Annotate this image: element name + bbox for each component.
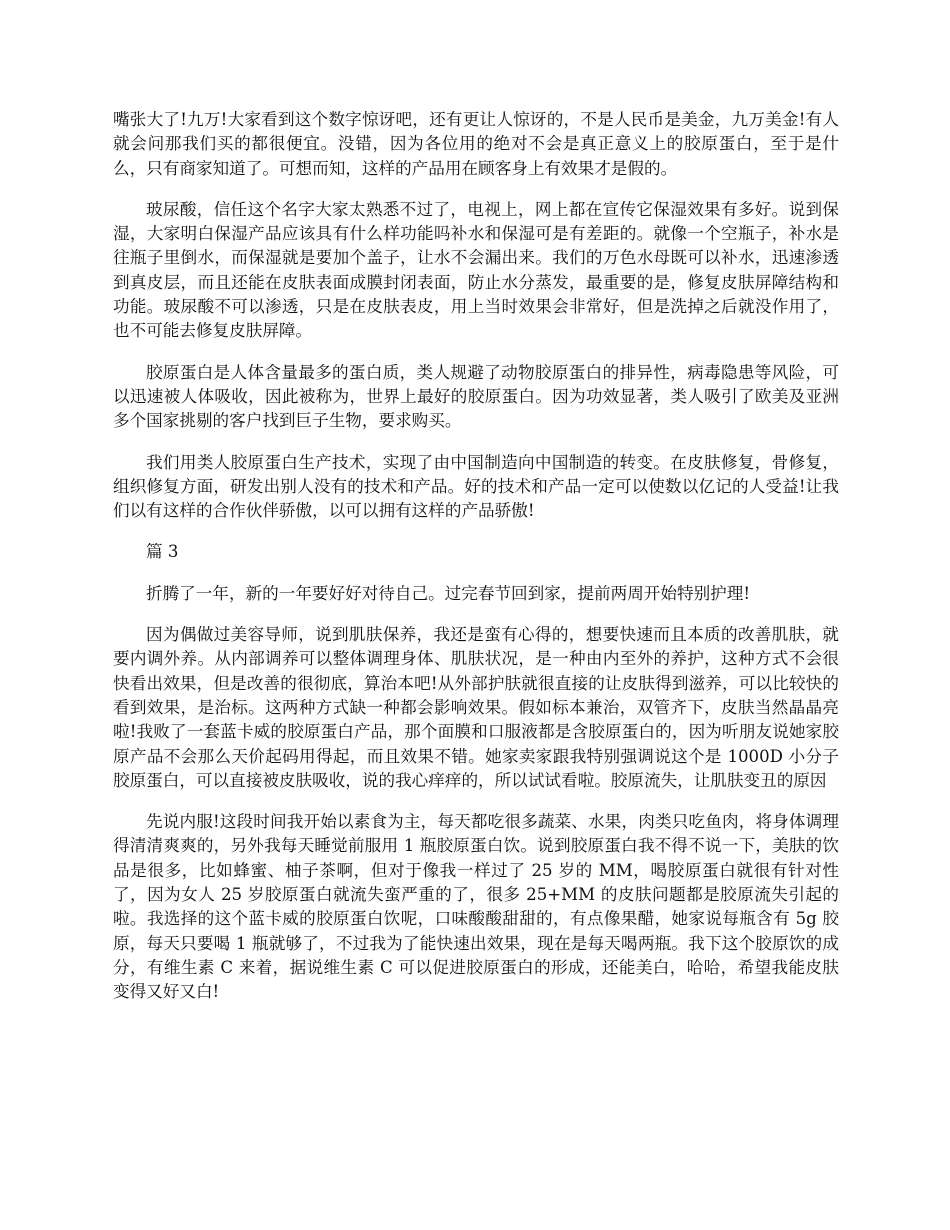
section-heading: 篇 3	[146, 542, 179, 562]
paragraph-3: 胶原蛋白是人体含量最多的蛋白质，类人规避了动物胶原蛋白的排异性，病毒隐患等风险，可以迅速被人体吸收，因此被称为，世界上最好的胶原蛋白。因为功效显著，类人吸引了欧美及亚洲多个国家挑剔的客户找到巨子生物，要求购买。	[113, 362, 839, 431]
paragraph-6: 因为偶做过美容导师，说到肌肤保养，我还是蛮有心得的，想要快速而且本质的改善肌肤，就要内调外养。从内部调养可以整体调理身体、肌肤状况，是一种由内至外的养护，这种方式不会很快看出效果，但是改善的很彻底，算治本吧!从外部护肤就很直接的让皮肤得到滋养，可以比较快的看到效果，是治标。这两种方式缺一种都会影响效果。假如标本兼治，双管齐下，皮肤当然晶晶亮啦!我败了一套蓝卡威的胶原蛋白产品，那个面膜和口服液都是含胶原蛋白的，因为听朋友说她家胶原产品不会那么天价起码用得起，而且效果不错。她家卖家跟我特别强调说这个是 1000D 小分子胶原蛋白，可以直接被皮肤吸收，说的我心痒痒的，所以试试看啦。胶原流失，让肌肤变丑的原因	[113, 625, 839, 790]
paragraph-7: 先说内服!这段时间我开始以素食为主，每天都吃很多蔬菜、水果，肉类只吃鱼肉，将身体调理得清清爽爽的，另外我每天睡觉前服用 1 瓶胶原蛋白饮。说到胶原蛋白我不得不说一下，美肤的饮品是很多，比如蜂蜜、柚子茶啊，但对于像我一样过了 25 岁的 MM，喝胶原蛋白就很有针对性了，因为女人 25 岁胶原蛋白就流失蛮严重的了，很多 25+MM 的皮肤问题都是胶原流失引起的啦。我选择的这个蓝卡威的胶原蛋白饮呢，口味酸酸甜甜的，有点像果醋，她家说每瓶含有 5g 胶原，每天只要喝 1 瓶就够了，不过我为了能快速出效果，现在是每天喝两瓶。我下这个胶原饮的成分，有维生素 C 来着，据说维生素 C 可以促进胶原蛋白的形成，还能美白，哈哈，希望我能皮肤变得又好又白!	[113, 812, 839, 1002]
paragraph-2: 玻尿酸，信任这个名字大家太熟悉不过了，电视上，网上都在宣传它保湿效果有多好。说到保湿，大家明白保湿产品应该具有什么样功能吗补水和保湿可是有差距的。就像一个空瓶子，补水是往瓶子里倒水，而保湿就是要加个盖子，让水不会漏出来。我们的万色水母既可以补水，迅速渗透到真皮层，而且还能在皮肤表面成膜封闭表面，防止水分蒸发，最重要的是，修复皮肤屏障结构和功能。玻尿酸不可以渗透，只是在皮肤表皮，用上当时效果会非常好，但是洗掉之后就没作用了，也不可能去修复皮肤屏障。	[113, 199, 839, 341]
paragraph-5: 折腾了一年，新的一年要好好对待自己。过完春节回到家，提前两周开始特别护理!	[146, 583, 751, 603]
document-page	[113, 108, 839, 1022]
paragraph-4: 我们用类人胶原蛋白生产技术，实现了由中国制造向中国制造的转变。在皮肤修复，骨修复，组织修复方面，研发出别人没有的技术和产品。好的技术和产品一定可以使数以亿记的人受益!让我们以有这样的合作伙伴骄傲，以可以拥有这样的产品骄傲!	[113, 452, 839, 521]
paragraph-1: 嘴张大了!九万!大家看到这个数字惊讶吧，还有更让人惊讶的，不是人民币是美金，九万美金!有人就会问那我们买的都很便宜。没错，因为各位用的绝对不会是真正意义上的胶原蛋白，至于是什么，只有商家知道了。可想而知，这样的产品用在顾客身上有效果才是假的。	[113, 110, 839, 178]
